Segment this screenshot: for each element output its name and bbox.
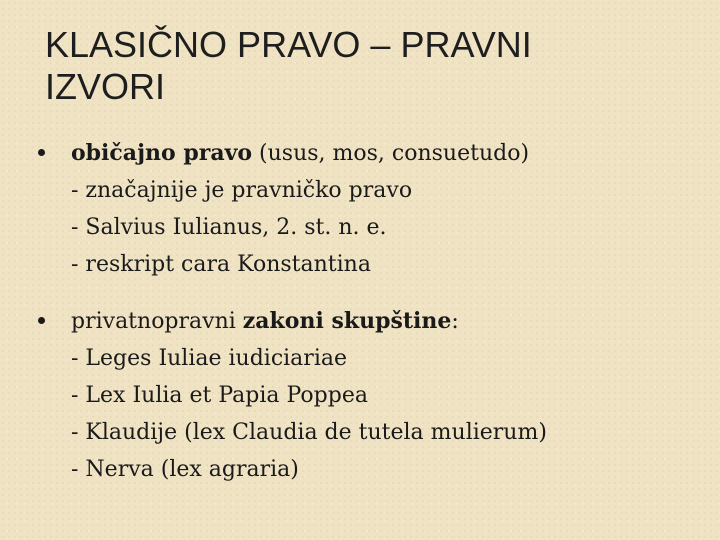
bullet-prefix: privatnopravni [71,309,243,334]
bullet-list [38,135,698,508]
bullet-heading [71,135,698,172]
slide-title [45,24,685,108]
bullet-term: običajno pravo [71,140,253,166]
slide-title-line-2: IZVORI [45,66,166,107]
bullet-dot-icon [38,317,45,324]
bullet-heading [71,303,698,340]
slide-title-line-1: KLASIČNO PRAVO – PRAVNI [45,24,532,65]
bullet-customary-law [38,135,698,283]
bullet-rest: (usus, mos, consuetudo) [252,141,530,166]
sub-item: - Klaudije (lex Claudia de tutela mulierum) [71,420,547,445]
bullet-dot-icon [38,149,45,156]
sub-item: - Salvius Iulianus, 2. st. n. e. [71,215,387,240]
bullet-assembly-laws [38,303,698,488]
bullet-suffix: : [451,309,459,334]
sub-item: - Leges Iuliae iudiciariae [71,346,347,371]
sub-item: - reskript cara Konstantina [71,252,371,277]
sub-item: - značajnije je pravničko pravo [71,178,413,203]
sub-item: - Nerva (lex agraria) [71,457,299,482]
bullet-term: zakoni skupštine [242,308,452,334]
sub-item: - Lex Iulia et Papia Poppea [71,383,368,408]
